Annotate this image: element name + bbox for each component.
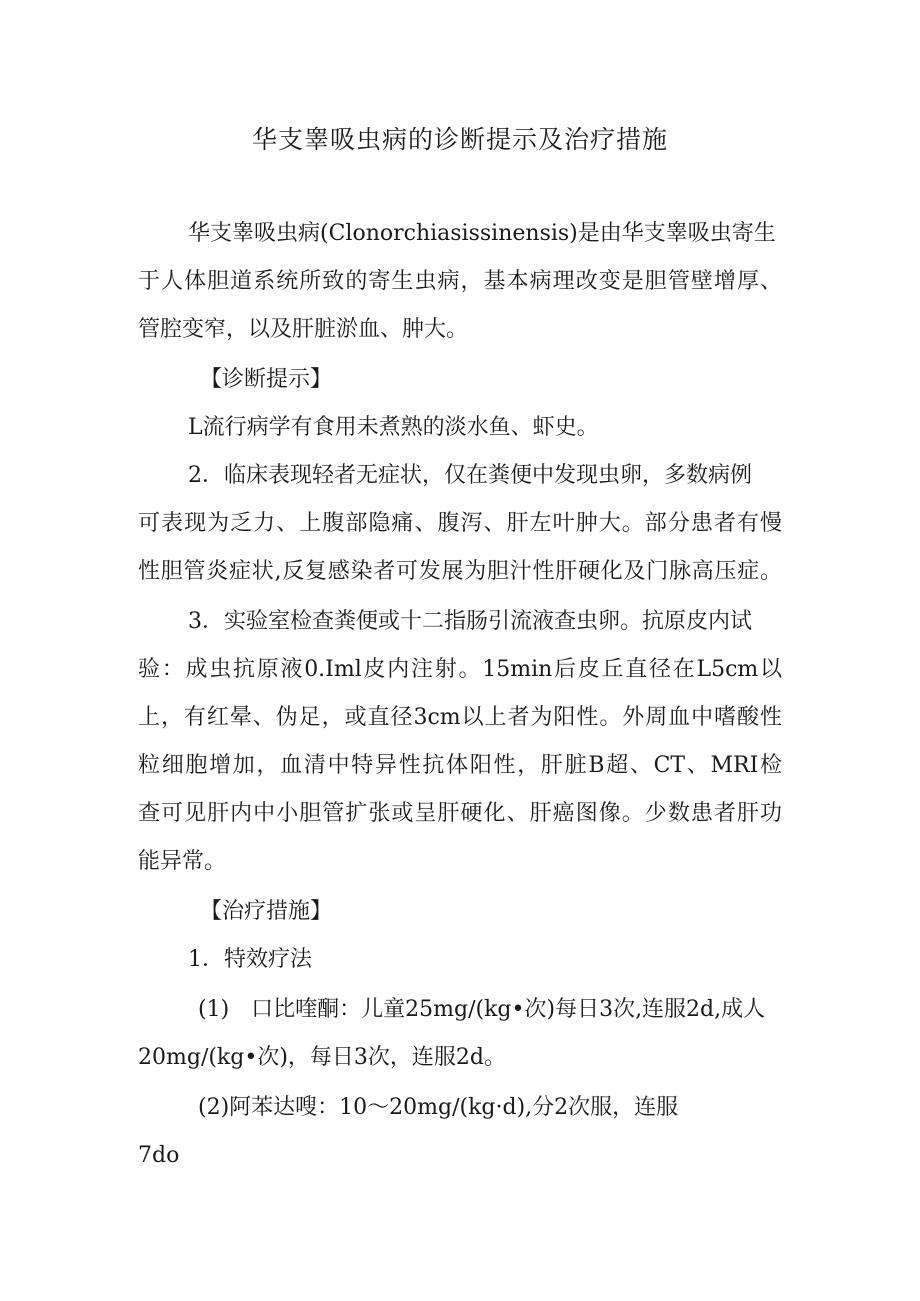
- treatment-item-1: 1．特效疗法: [188, 947, 312, 972]
- treatment-sub-2-line-2: 7do: [138, 1143, 180, 1168]
- diagnosis-item-3-line-5: 查可见肝内中小胆管扩张或呈肝硬化、肝癌图像。少数患者肝功: [138, 801, 782, 826]
- diagnosis-item-2-line-1: 2．临床表现轻者无症状，仅在粪便中发现虫卵，多数病例: [188, 463, 752, 488]
- diagnosis-item-1: L流行病学有食用未煮熟的淡水鱼、虾史。: [188, 415, 599, 440]
- treatment-sub-1-line-1: (1) 口比喹酮：儿童25mg∕(kg•次)每日3次,连服2d,成人: [198, 997, 766, 1022]
- diagnosis-item-3-line-2: 验：成虫抗原液0.Iml皮内注射。15min后皮丘直径在L5cm以: [138, 657, 782, 682]
- diagnosis-item-3-line-3: 上，有红晕、伪足，或直径3cm以上者为阳性。外周血中嗜酸性: [138, 705, 782, 730]
- diagnosis-heading: 【诊断提示】: [200, 367, 333, 392]
- diagnosis-item-2-line-3: 性胆管炎症状,反复感染者可发展为胆汁性肝硬化及门脉高压症。: [138, 559, 782, 584]
- treatment-heading: 【治疗措施】: [200, 899, 333, 924]
- diagnosis-item-3-line-4: 粒细胞增加，血清中特异性抗体阳性，肝脏B超、CT、MRI检: [138, 753, 782, 778]
- treatment-sub-2-line-1: (2)阿苯达嗖：10～20mg∕(kg·d),分2次服，连服: [198, 1095, 679, 1120]
- intro-line-2: 于人体胆道系统所致的寄生虫病，基本病理改变是胆管壁增厚、: [138, 269, 782, 294]
- document-title: 华支睾吸虫病的诊断提示及治疗措施: [251, 125, 668, 154]
- diagnosis-item-3-line-6: 能异常。: [138, 849, 227, 874]
- treatment-sub-1-line-2: 20mg∕(kg•次)，每日3次，连服2d。: [138, 1045, 506, 1070]
- intro-line-3: 管腔变窄，以及肝脏淤血、肿大。: [138, 317, 469, 342]
- diagnosis-item-2-line-2: 可表现为乏力、上腹部隐痛、腹泻、肝左叶肿大。部分患者有慢: [138, 511, 782, 536]
- diagnosis-item-3-line-1: 3．实验室检查粪便或十二指肠引流液查虫卵。抗原皮内试: [188, 609, 752, 634]
- intro-line-1: 华支睾吸虫病(Clonorchiasissinensis)是由华支睾吸虫寄生: [188, 221, 776, 246]
